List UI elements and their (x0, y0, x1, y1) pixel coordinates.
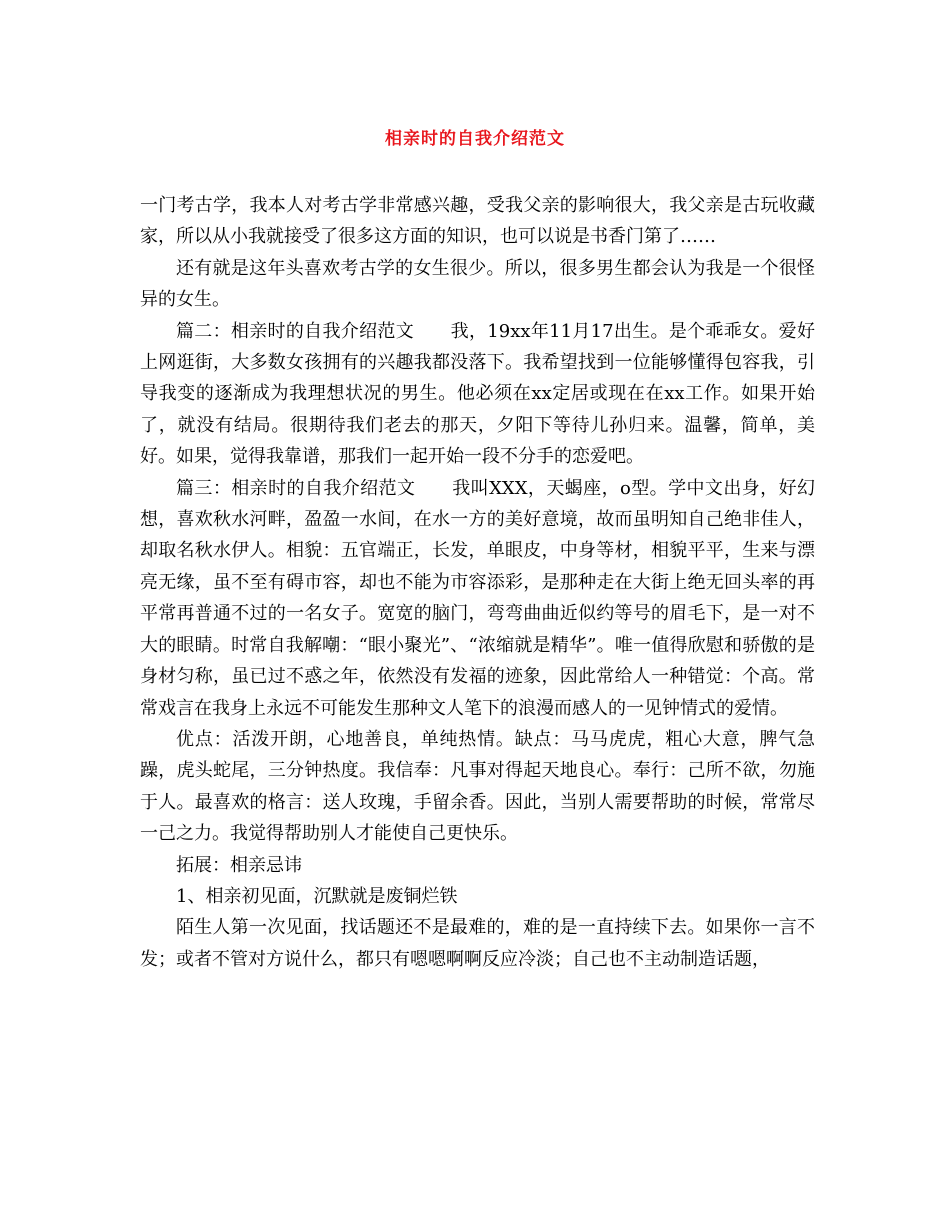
document-title: 相亲时的自我介绍范文 (385, 129, 565, 149)
paragraph: 优点：活泼开朗，心地善良，单纯热情。缺点：马马虎虎，粗心大意，脾气急躁，虎头蛇尾，三分钟热度。我信奉：凡事对得起天地良心。奉行：己所不欲，勿施于人。最喜欢的格言：送人玫瑰，手留余香。因此，当别人需要帮助的时候，常常尽一己之力。我觉得帮助别人才能使自己更快乐。 (140, 728, 815, 845)
list-item: 1、相亲初见面，沉默就是废铜烂铁 (176, 885, 458, 907)
paragraph: 篇三：相亲时的自我介绍范文 我叫XXX，天蝎座，o型。学中文出身，好幻想，喜欢秋水河畔，盈盈一水间，在水一方的美好意境，故而虽明知自己绝非佳人，却取名秋水伊人。相貌：五官端正，长发，单眼皮，中身等材，相貌平平，生来与漂亮无缘，虽不至有碍市容，却也不能为市容添彩，是那种走在大街上绝无回头率的再平常再普通不过的一名女子。宽宽的脑门，弯弯曲曲近似约等号的眉毛下，是一对不大的眼睛。时常自我解嘲：“眼小聚光”、“浓缩就是精华”。唯一值得欣慰和骄傲的是身材匀称，虽已过不惑之年，依然没有发福的迹象，因此常给人一种错觉：个高。常常戏言在我身上永远不可能发生那种文人笔下的浪漫而感人的一见钟情式的爱情。 (140, 477, 815, 719)
document-body (140, 190, 815, 975)
paragraph: 陌生人第一次见面，找话题还不是最难的，难的是一直持续下去。如果你一言不发；或者不管对方说什么，都只有嗯嗯啊啊反应冷淡；自己也不主动制造话题， (140, 917, 815, 970)
paragraph: 还有就是这年头喜欢考古学的女生很少。所以，很多男生都会认为我是一个很怪异的女生。 (140, 257, 815, 311)
paragraph: 一门考古学，我本人对考古学非常感兴趣，受我父亲的影响很大，我父亲是古玩收藏家，所以从小我就接受了很多这方面的知识，也可以说是书香门第了…… (140, 195, 815, 248)
paragraph: 篇二：相亲时的自我介绍范文 我，19xx年11月17出生。是个乖乖女。爱好上网逛街，大多数女孩拥有的兴趣我都没落下。我希望找到一位能够懂得包容我，引导我变的逐渐成为我理想状况的男生。他必须在xx定居或现在在xx工作。如果开始了，就没有结局。很期待我们老去的那天，夕阳下等待儿孙归来。温馨，简单，美好。如果，觉得我靠谱，那我们一起开始一段不分手的恋爱吧。 (140, 320, 815, 468)
section-heading: 拓展：相亲忌讳 (176, 854, 302, 876)
